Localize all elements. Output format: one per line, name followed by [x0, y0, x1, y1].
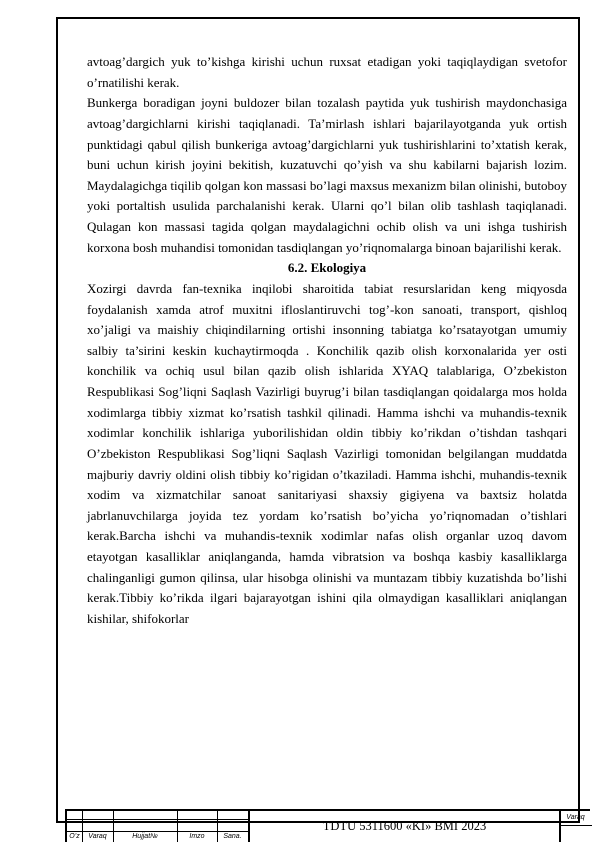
paragraph-1: avtoag’dargich yuk to’kishga kirishi uchun ruxsat etadigan yoki taqiqlaydigan svetofor o’rnatilishi kerak. [87, 54, 567, 90]
stamp-label-date: Sana. [223, 833, 242, 840]
section-heading: 6.2. Ekologiya [287, 260, 367, 276]
paragraph-2: Bunkerga boradigan joyni buldozer bilan tozalash paytida yuk tushirish maydonchasiga avtoag’dargichlarni kirishi taqiqlanadi. Ta’mirlash ishlari bajarilayotganda yuk ortish punktidagi qabul qilish bunkeriga avtoag’dargichlarni yuk tushirishlarini to’xtatish kerak, buni uchun kirish joyini bekitish, kuzatuvchi qo’yish va shu kabilarni bajarish lozim. Maydalagichga tiqilib qolgan kon massasi bo’lagi maxsus mexanizm bilan olinishi, butoboy yoki portaltish usulida parchalanishi kerak. Ularni qo’l bilan olib tashlash taqiqlanadi. Qulagan kon massasi tagida qolgan maydalagichni ochib olish va uni ishga tushirish korxona bosh muhandisi tomonidan tasdiqlangan yo’riqnomalarga binoan bajarilishi kerak. [87, 95, 567, 255]
paragraph-3: Xozirgi davrda fan-texnika inqilobi sharoitida tabiat resurslaridan keng miqyosda foydalanish xamda atrof muxitni ifloslantiruvchi tog’-kon sanoati, transport, qishloq xo’jaligi va maishiy chiqindilarning ortishi insonning tabiatga ko’rsatayotgan umumiy salbiy ta’sirini keskin kuchaytirmoqda . Konchilik qazib olish korxonalarida yer osti konchilik va ochiq usul bilan qazib olish ishlarida XYAQ talablariga, O’zbekiston Respublikasi Sog’liqni Saqlash Vazirligi buyrug’i bilan tasdiqlangan qoidalarga mos holda xodimlarga tibbiy xizmat ko’rsatish tashkil qilinadi. Hamma ishchi va muhandis-texnik xodimlar konchilik ishlariga yuborilishidan oldin tibbiy ko’rikdan o’tishdan tashqari O’zbekiston Respublikasi Sog’liqni Saqlash Vazirligi tomonidan belgilangan muddatda majburiy davriy oldini olish tibbiy ko’rigidan o’tkaziladi. Hamma ishchi, muhandis-texnik xodim va xizmatchilar sanoat sanitariyasi shaxsiy gigiyena va baxtsiz holatda jabrlanuvchilarga joyida tez yordam ko’rsatish bo’yicha yo’riqnomadan o’tishlari kerak.Barcha ishchi va muhandis-texnik xodimlar nafas olish organlar uzoq davom etayotgan kasalliklar aniqlanganda, hamda vibratsion va boshqa kasbiy kasalliklarga chalinganligi gumon qilinsa, ular hisobga olinishi va muntazam tibbiy kuzatishda bo’lishi kerak.Tibbiy ko’rikda ilgari bajarayotgan ishini qila olmaydigan kasalliklari aniqlangan kishilar, shifokorlar [87, 280, 567, 626]
stamp-title: TDTU 5311600 «KI» BMI 2023 [322, 819, 487, 833]
stamp-label-signature: Imzo [189, 833, 205, 840]
document-body [87, 52, 567, 630]
stamp-label-sheet: Varaq [88, 833, 107, 840]
stamp-label-sheet-right: Varaq [566, 814, 585, 821]
stamp-label-change: O’z [69, 833, 80, 840]
stamp-label-doc-number: Hujjat№ [132, 833, 158, 840]
title-block [65, 809, 590, 842]
